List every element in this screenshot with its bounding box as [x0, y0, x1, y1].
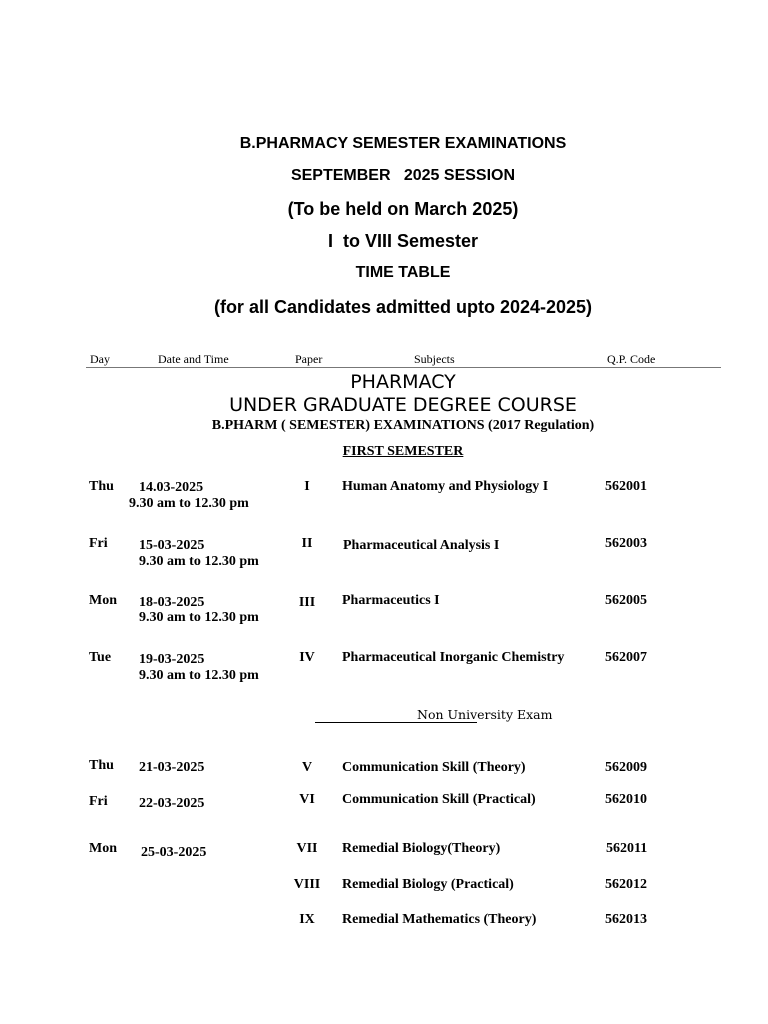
header-held-on: (To be held on March 2025) [287, 199, 519, 219]
course-title: PHARMACY [350, 371, 456, 393]
row-qp-code: 562005 [605, 593, 647, 608]
row-date: 18-03-2025 [139, 595, 205, 610]
row-qp-code: 562012 [605, 877, 647, 892]
row-paper: IX [299, 912, 315, 927]
row-subject: Communication Skill (Theory) [342, 760, 526, 775]
header-title: B.PHARMACY SEMESTER EXAMINATIONS [239, 135, 567, 152]
row-paper: V [301, 760, 313, 775]
header-candidates: (for all Candidates admitted upto 2024-2025) [213, 297, 593, 317]
row-qp-code: 562003 [605, 536, 647, 551]
row-date: 19-03-2025 [139, 652, 205, 667]
header-divider [86, 367, 721, 368]
header-semesters: I to VIII Semester [327, 231, 479, 251]
row-paper: II [301, 536, 313, 551]
row-qp-code: 562007 [605, 650, 647, 665]
semester-heading-text: FIRST SEMESTER [342, 444, 464, 459]
row-qp-code: 562010 [605, 792, 647, 807]
row-subject: Pharmaceutics I [342, 593, 440, 608]
row-day: Thu [89, 758, 114, 773]
row-time: 9.30 am to 12.30 pm [139, 668, 259, 683]
row-time: 9.30 am to 12.30 pm [139, 610, 259, 625]
row-day: Tue [89, 650, 112, 665]
col-header-day: Day [90, 352, 110, 366]
col-header-qp-code: Q.P. Code [607, 352, 656, 366]
row-date: 15-03-2025 [139, 538, 205, 553]
semester-heading [0, 444, 768, 460]
row-date: 25-03-2025 [141, 845, 207, 860]
row-paper: VIII [293, 877, 321, 892]
row-qp-code: 562001 [605, 479, 647, 494]
row-subject: Remedial Mathematics (Theory) [342, 912, 537, 927]
row-time: 9.30 am to 12.30 pm [129, 496, 249, 511]
col-header-date-time: Date and Time [158, 352, 229, 366]
row-qp-code: 562009 [605, 760, 647, 775]
non-university-divider [315, 722, 477, 723]
row-date: 21-03-2025 [139, 760, 205, 775]
row-subject: Communication Skill (Practical) [342, 792, 536, 807]
row-qp-code: 562011 [606, 841, 648, 856]
row-day: Thu [89, 479, 114, 494]
header-time-table: TIME TABLE [355, 264, 451, 281]
row-day: Mon [89, 593, 117, 608]
col-header-paper: Paper [295, 352, 323, 366]
exam-regulation: B.PHARM ( SEMESTER) EXAMINATIONS (2017 Regulation) [211, 418, 595, 433]
row-qp-code: 562013 [605, 912, 647, 927]
row-subject: Remedial Biology(Theory) [342, 841, 501, 856]
row-paper: VII [296, 841, 318, 856]
header-session: SEPTEMBER 2025 SESSION [290, 167, 516, 184]
row-paper: III [298, 595, 316, 610]
row-day: Mon [89, 841, 117, 856]
row-paper: I [304, 479, 310, 494]
row-day: Fri [89, 794, 108, 809]
col-header-subjects: Subjects [414, 352, 455, 366]
row-subject: Remedial Biology (Practical) [342, 877, 514, 892]
row-date: 22-03-2025 [139, 796, 205, 811]
row-paper: IV [299, 650, 315, 665]
row-subject: Human Anatomy and Physiology I [342, 479, 549, 494]
non-university-label: Non University Exam [417, 707, 553, 722]
row-subject: Pharmaceutical Analysis I [343, 538, 500, 553]
row-paper: VI [299, 792, 315, 807]
row-date: 14.03-2025 [139, 480, 204, 495]
row-subject: Pharmaceutical Inorganic Chemistry [342, 650, 565, 665]
row-time: 9.30 am to 12.30 pm [139, 554, 259, 569]
course-subtitle: UNDER GRADUATE DEGREE COURSE [229, 394, 577, 416]
row-day: Fri [89, 536, 108, 551]
